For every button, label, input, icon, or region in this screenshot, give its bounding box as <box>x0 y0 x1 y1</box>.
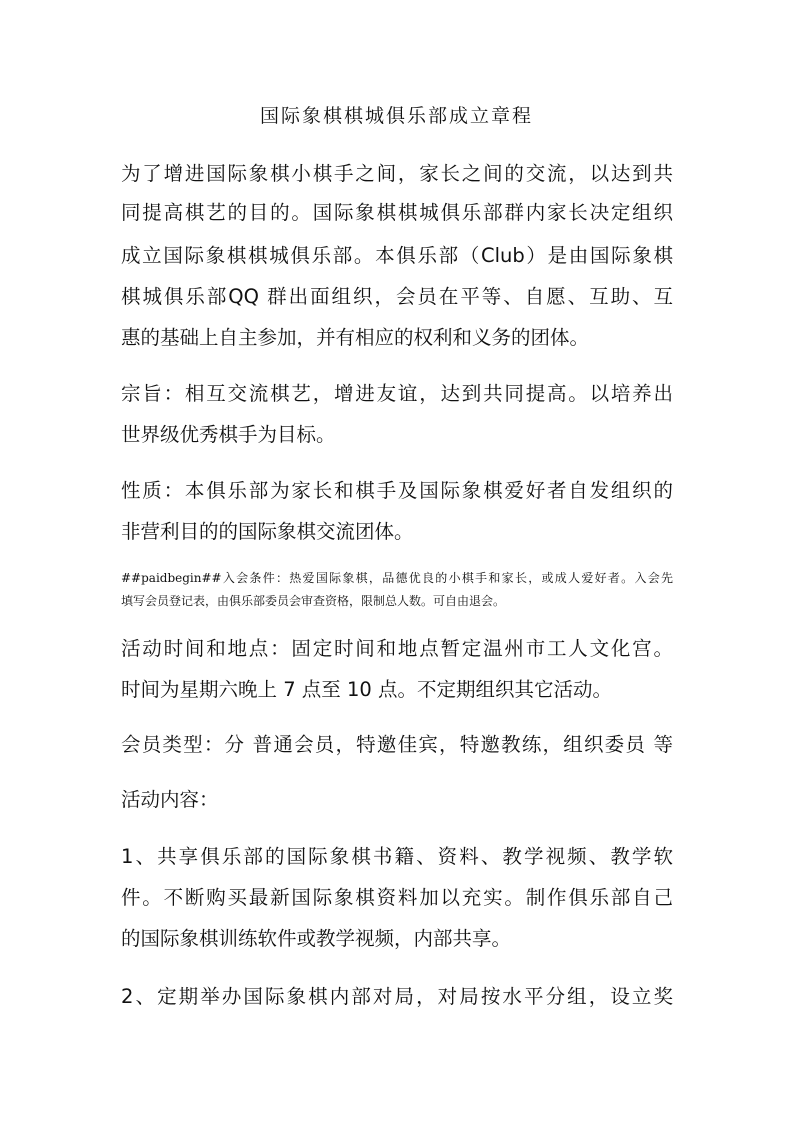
small-print-line: 填写会员登记表，由俱乐部委员会审查资格，限制总人数。可自由退会。 <box>121 594 506 608</box>
document-title: 国际象棋棋城俱乐部成立章程 <box>259 105 533 127</box>
paragraph-line: 惠的基础上自主参加，并有相应的权利和义务的团体。 <box>121 326 590 349</box>
paragraph-line: 活动时间和地点：固定时间和地点暂定温州市工人文化宫。 <box>121 637 673 660</box>
paragraph-line: 活动内容： <box>121 788 219 811</box>
paragraph-line: 同提高棋艺的目的。国际象棋棋城俱乐部群内家长决定组织 <box>121 201 673 224</box>
paragraph-line: 为了增进国际象棋小棋手之间，家长之间的交流，以达到共 <box>121 162 673 185</box>
paragraph-line: 性质：本俱乐部为家长和棋手及国际象棋爱好者自发组织的 <box>121 479 673 502</box>
paragraph-line: 非营利目的的国际象棋交流团体。 <box>121 520 414 543</box>
paragraph-line: 时间为星期六晚上 7 点至 10 点。不定期组织其它活动。 <box>121 678 613 701</box>
paragraph-line: 棋城俱乐部QQ 群出面组织，会员在平等、自愿、互助、互 <box>121 285 673 308</box>
paragraph-line: 会员类型：分 普通会员，特邀佳宾，特邀教练，组织委员 等 <box>121 733 673 756</box>
paragraph-line: 成立国际象棋棋城俱乐部。本俱乐部（Club）是由国际象棋 <box>121 244 673 267</box>
paragraph-line: 件。不断购买最新国际象棋资料加以充实。制作俱乐部自己 <box>121 886 673 909</box>
paragraph-line: 2、定期举办国际象棋内部对局，对局按水平分组，设立奖 <box>121 985 673 1008</box>
paragraph-line: 的国际象棋训练软件或教学视频，内部共享。 <box>121 927 512 950</box>
paragraph-line: 1、共享俱乐部的国际象棋书籍、资料、教学视频、教学软 <box>121 845 673 868</box>
paragraph-line: 世界级优秀棋手为目标。 <box>121 423 336 446</box>
small-print-line: ##paidbegin##入会条件：热爱国际象棋，品德优良的小棋手和家长，或成人爱好者。入会先 <box>121 571 673 585</box>
paragraph-line: 宗旨：相互交流棋艺，增进友谊，达到共同提高。以培养出 <box>121 382 673 405</box>
